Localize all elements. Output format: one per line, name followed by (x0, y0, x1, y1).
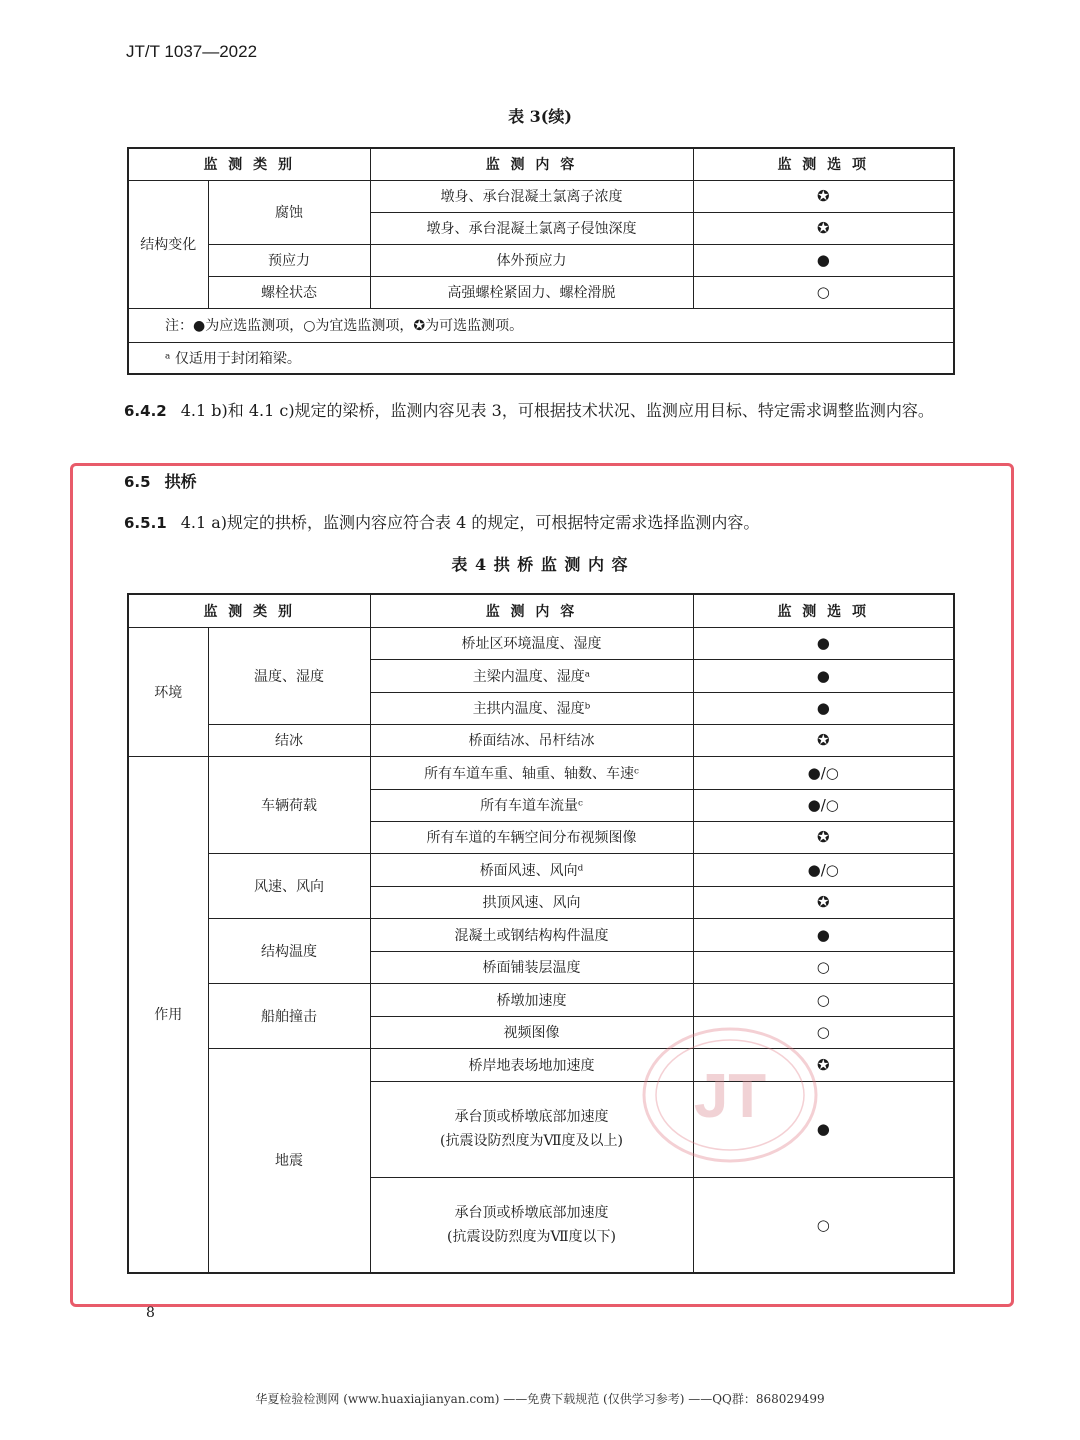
option-cell: ● (693, 659, 954, 692)
table-footnote: ᵃ 仅适用于封闭箱梁。 (128, 342, 954, 374)
table-note: 注：●为应选监测项，○为宜选监测项，✪为可选监测项。 (128, 308, 954, 342)
page-number: 8 (146, 1305, 155, 1321)
option-cell: ●/○ (693, 756, 954, 789)
clause-text: 4.1 b)和 4.1 c)规定的梁桥，监测内容见表 3，可根据技术状况、监测应用目标、特定需求调整监测内容。 (180, 401, 934, 420)
table-row (128, 244, 954, 276)
table-row (128, 276, 954, 308)
option-cell: ● (693, 627, 954, 659)
table4-caption: 表 4 拱 桥 监 测 内 容 (451, 555, 629, 574)
option-cell: ✪ (693, 1048, 954, 1081)
option-cell: ✪ (693, 886, 954, 918)
content-line: 承台顶或桥墩底部加速度 (454, 1109, 609, 1125)
content-cell: 混凝土或钢结构构件温度 (370, 918, 693, 951)
clause-text: 4.1 a)规定的拱桥，监测内容应符合表 4 的规定，可根据特定需求选择监测内容。 (180, 513, 760, 532)
header-option: 监 测 选 项 (693, 148, 954, 180)
option-cell: ✪ (693, 212, 954, 244)
sub-cell: 结冰 (208, 724, 370, 756)
header-content: 监 测 内 容 (370, 594, 693, 627)
content-cell: 桥墩加速度 (370, 983, 693, 1016)
clause-6-5-1 (124, 508, 959, 538)
content-cell: 所有车道的车辆空间分布视频图像 (370, 821, 693, 853)
sub-cell: 车辆荷载 (208, 756, 370, 853)
content-line: (抗震设防烈度为Ⅶ度以下) (447, 1228, 616, 1245)
table-footnote-row (128, 342, 954, 374)
table-row (128, 724, 954, 756)
table-row (128, 627, 954, 659)
content-cell: 墩身、承台混凝土氯离子侵蚀深度 (370, 212, 693, 244)
content-cell: 桥面铺装层温度 (370, 951, 693, 983)
stamp-text: JT (693, 1062, 767, 1131)
section-6-5 (124, 467, 959, 497)
table3 (127, 147, 955, 375)
option-cell: ○ (693, 983, 954, 1016)
sub-cell: 地震 (208, 1048, 370, 1273)
table-row (128, 918, 954, 951)
section-number: 6.5 (124, 473, 151, 491)
content-line: 承台顶或桥墩底部加速度 (454, 1204, 609, 1221)
content-cell: 桥址区环境温度、湿度 (370, 627, 693, 659)
table-row (128, 1048, 954, 1081)
option-cell: ✪ (693, 180, 954, 212)
clause-number: 6.5.1 (124, 514, 167, 532)
table-row (128, 756, 954, 789)
content-cell: 体外预应力 (370, 244, 693, 276)
content-cell: 桥岸地表场地加速度 (370, 1048, 693, 1081)
sub-cell: 腐蚀 (208, 180, 370, 244)
table4 (127, 593, 955, 1274)
sub-cell: 风速、风向 (208, 853, 370, 918)
content-cell: 主梁内温度、湿度ᵃ (370, 659, 693, 692)
content-cell: 高强螺栓紧固力、螺栓滑脱 (370, 276, 693, 308)
content-line: (抗震设防烈度为Ⅶ度及以上) (440, 1133, 623, 1149)
page-footer: 华夏检验检测网 (www.huaxiajianyan.com) ——免费下载规范 (仅供学习参考) ——QQ群：868029499 (255, 1392, 825, 1406)
content-cell: 所有车道车流量ᶜ (370, 789, 693, 821)
sub-cell: 船舶撞击 (208, 983, 370, 1048)
table-row (128, 983, 954, 1016)
content-cell: 墩身、承台混凝土氯离子浓度 (370, 180, 693, 212)
option-cell: ●/○ (693, 853, 954, 886)
group-cell: 结构变化 (128, 180, 208, 308)
table-row (128, 180, 954, 212)
table-header-row (128, 148, 954, 180)
table-header-row (128, 594, 954, 627)
option-cell: ● (693, 918, 954, 951)
content-cell: 主拱内温度、湿度ᵇ (370, 692, 693, 724)
standard-code: JT/T 1037—2022 (126, 42, 258, 61)
clause-number: 6.4.2 (124, 402, 167, 420)
content-cell: 拱顶风速、风向 (370, 886, 693, 918)
option-cell: ● (693, 244, 954, 276)
group-cell: 环境 (128, 627, 208, 756)
sub-cell: 预应力 (208, 244, 370, 276)
table-row (128, 853, 954, 886)
table-note-row (128, 308, 954, 342)
content-cell: 桥面结冰、吊杆结冰 (370, 724, 693, 756)
sub-cell: 温度、湿度 (208, 627, 370, 724)
sub-cell: 螺栓状态 (208, 276, 370, 308)
header-category: 监 测 类 别 (128, 148, 370, 180)
option-cell: ○ (693, 1177, 954, 1273)
option-cell: ○ (693, 1016, 954, 1048)
clause-6-4-2 (124, 396, 959, 426)
content-cell: 桥面风速、风向ᵈ (370, 853, 693, 886)
option-cell: ✪ (693, 724, 954, 756)
option-cell: ● (693, 692, 954, 724)
header-category: 监 测 类 别 (128, 594, 370, 627)
content-cell: 视频图像 (370, 1016, 693, 1048)
table3-caption: 表 3(续) (508, 107, 572, 126)
sub-cell: 结构温度 (208, 918, 370, 983)
option-cell: ●/○ (693, 789, 954, 821)
option-cell: ● (693, 1081, 954, 1177)
option-cell: ○ (693, 951, 954, 983)
jt-stamp (640, 1025, 820, 1165)
option-cell: ✪ (693, 821, 954, 853)
option-cell: ○ (693, 276, 954, 308)
section-title: 拱桥 (164, 472, 197, 491)
content-cell (370, 1177, 693, 1273)
header-option: 监 测 选 项 (693, 594, 954, 627)
content-cell: 所有车道车重、轴重、轴数、车速ᶜ (370, 756, 693, 789)
group-cell: 作用 (128, 756, 208, 1273)
header-content: 监 测 内 容 (370, 148, 693, 180)
